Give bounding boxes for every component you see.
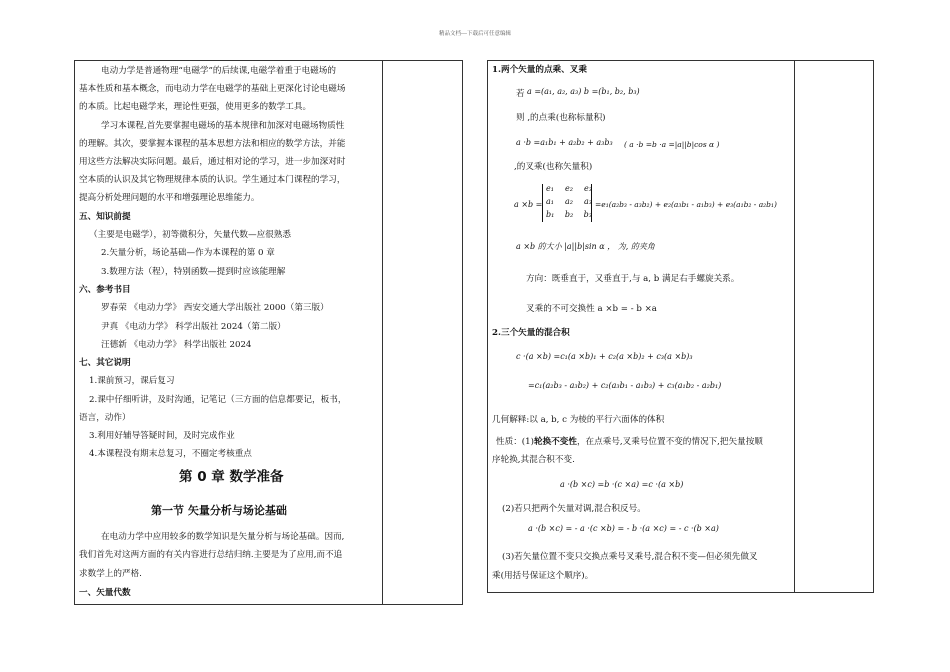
- property-3-continued: 乘(用括号保证这个顺序)。: [492, 571, 594, 581]
- property-1-keyword: 轮换不变性: [533, 437, 577, 447]
- property-1-continued: 序轮换,其混合积不变.: [492, 455, 575, 465]
- triple-product-formula: c ·(a ×b) =c₁(a ×b)₁ + c₂(a ×b)₂ + c₃(a ×b)₃: [516, 352, 693, 361]
- geometric-interpretation: 几何解释:以 a, b, c 为棱的平行六面体的体积: [492, 415, 665, 425]
- left-column-divider: [382, 61, 383, 604]
- intro-line: 提高分析处理问题的水平和增强理论思维能力。: [79, 193, 260, 203]
- swap-sign-formula: a ·(b ×c) = - a ·(c ×b) = - b ·(a ×c) = - c ·(b ×a): [528, 524, 719, 533]
- intro-line: 学习本课程,首先要掌握电磁场的基本规律和加深对电磁场物质性: [101, 121, 345, 131]
- determinant-row: a₁ a₂ a₃: [546, 197, 592, 206]
- cross-product-direction: 方向：既垂直于，又垂直于,与 a, b 满足右手螺旋关系。: [526, 274, 740, 284]
- intro-line: 用这些方法解决实际问题。最后，通过相对论的学习，进一步加深对时: [79, 157, 346, 167]
- determinant-row: e₁ e₂ e₃: [546, 184, 592, 193]
- cross-product-lhs: a ×b =: [514, 200, 543, 209]
- prereq-item: （主要是电磁学），初等微积分，矢量代数—应很熟悉: [89, 230, 291, 240]
- cross-product-determinant: [542, 184, 592, 222]
- determinant-row: b₁ b₂ b₃: [546, 210, 592, 219]
- note-item: 1.课前预习，课后复习: [89, 376, 175, 386]
- intro-line: 的理解。其次，要掌握本课程的基本思想方法和相应的数学方法，并能: [79, 139, 346, 149]
- property-3: (3)若矢量位置不变只交换点乘号叉乘号,混合积不变—但必须先做叉: [502, 552, 758, 562]
- cyclic-invariance-formula: a ·(b ×c) =b ·(c ×a) =c ·(a ×b): [560, 480, 684, 489]
- note-item-continued: 语言，动作）: [79, 413, 131, 423]
- watermark: 精品文档---下载后可任意编辑: [439, 31, 511, 37]
- cross-product-intro: ,的叉乘(也称矢量积): [514, 162, 593, 172]
- cross-product-expansion: =e₁(a₂b₃ - a₃b₂) + e₂(a₃b₁ - a₁b₃) + e₃(a₁b₂ - a₂b₁): [595, 200, 777, 209]
- note-item: 3.利用好辅导答疑时间，及时完成作业: [89, 431, 235, 441]
- intro-line: 的本质。比起电磁学来，理论性更强，使用更多的数学工具。: [79, 102, 312, 112]
- section-heading-notes: 七、其它说明: [79, 358, 131, 368]
- dot-product-formula: a ·b =a₁b₁ + a₂b₂ + a₃b₃: [516, 138, 613, 147]
- if-label: 若: [516, 89, 525, 99]
- right-column-divider: [794, 61, 795, 592]
- prereq-item: 3.数理方法（程），特别函数—提到时应该能理解: [101, 267, 286, 277]
- chapter-title: 第 0 章 数学准备: [179, 469, 284, 485]
- section-title: 第一节 矢量分析与场论基础: [151, 504, 287, 517]
- chapter-intro-line: 在电动力学中应用较多的数学知识是矢量分析与场论基础。因而,: [101, 532, 345, 542]
- section-heading-references: 六、参考书目: [79, 285, 131, 295]
- reference-item: 尹真 《电动力学》 科学出版社 2024（第二版）: [101, 322, 286, 332]
- vector-definition: a =(a₁, a₂, a₃) b =(b₁, b₂, b₃): [527, 87, 640, 96]
- left-content-cell: [79, 61, 379, 604]
- reference-item: 罗春荣 《电动力学》 西安交通大学出版社 2000（第三版）: [101, 303, 329, 313]
- property-1: 性质：(1)轮换不变性，在点乘号,叉乘号位置不变的情况下,把矢量按顺: [496, 437, 763, 447]
- intro-line: 电动力学是普通物理“电磁学”的后续课,电磁学着重于电磁场的: [101, 66, 336, 76]
- dot-product-intro: 则 ,的点乘(也称标量积): [516, 113, 606, 123]
- reference-item: 汪德新 《电动力学》 科学出版社 2024: [101, 340, 252, 350]
- chapter-intro-line: 我们首先对这两方面的有关内容进行总结归纳.主要是为了应用,而不追: [79, 550, 343, 560]
- triple-product-expansion: =c₁(a₂b₃ - a₃b₂) + c₂(a₃b₁ - a₁b₃) + c₃(a₁b₂ - a₂b₁): [528, 381, 722, 390]
- cross-product-magnitude: a ×b 的大小 |a||b|sin α ， 为, 的夹角: [516, 242, 655, 251]
- dot-product-alt-formula: ( a ·b =b ·a =|a||b|cos α ): [624, 140, 720, 149]
- left-page-table: [74, 60, 463, 605]
- cross-product-noncommutativity: 叉乘的不可交换性 a ×b = - b ×a: [526, 304, 657, 314]
- subsection-heading-vector-algebra: 一、矢量代数: [79, 588, 131, 598]
- right-page-table: [487, 60, 874, 593]
- heading-triple-product: 2.三个矢量的混合积: [492, 328, 570, 338]
- property-2: (2)若只把两个矢量对调,混合积反号。: [502, 504, 646, 514]
- heading-dot-cross-product: 1.两个矢量的点乘、叉乘: [492, 65, 587, 75]
- note-item: 2.课中仔细听讲，及时沟通，记笔记（三方面的信息都要记，板书，: [89, 395, 347, 405]
- chapter-intro-line: 求数学上的严格.: [79, 569, 142, 579]
- section-heading-prerequisites: 五、知识前提: [79, 212, 131, 222]
- intro-line: 基本性质和基本概念，而电动力学在电磁学的基础上更深化讨论电磁场: [79, 84, 346, 94]
- intro-line: 空本质的认识及其它物理规律本质的认识。学生通过本门课程的学习，: [79, 175, 346, 185]
- note-item: 4.本课程没有期末总复习，不圈定考核重点: [89, 449, 252, 459]
- prereq-item: 2.矢量分析，场论基础—作为本课程的第 0 章: [101, 248, 275, 258]
- right-content-cell: [492, 61, 790, 592]
